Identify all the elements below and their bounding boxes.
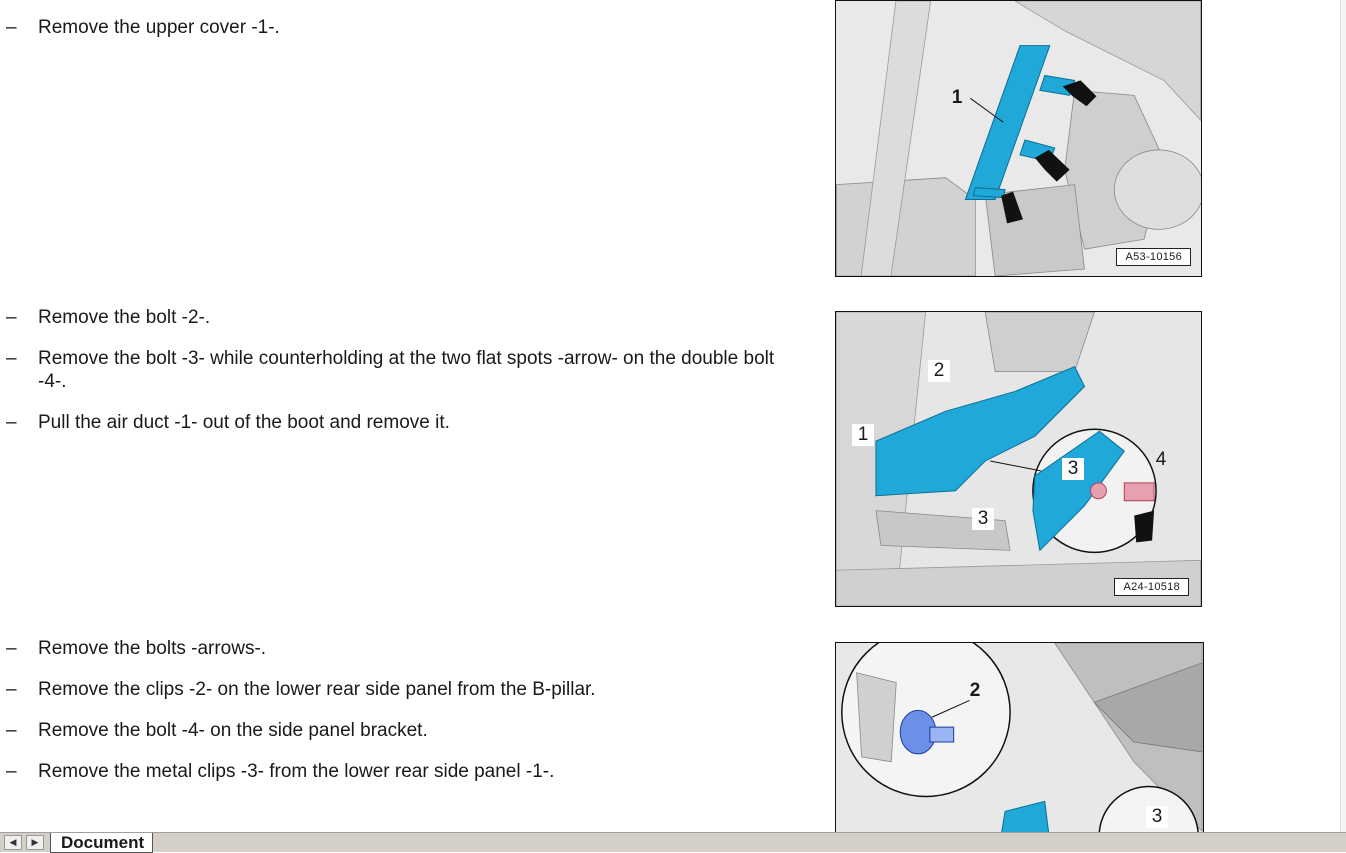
figure-side-panel (835, 642, 1204, 832)
bullet-dash: – (6, 307, 17, 328)
bullet-dash: – (6, 761, 17, 782)
instruction-step: – Remove the upper cover -1-. (6, 17, 280, 38)
figure-code: A53-10156 (1116, 248, 1191, 266)
instruction-step: – Remove the metal clips -3- from the lower rear side panel -1-. (6, 761, 555, 782)
illustration-upper-cover (836, 1, 1201, 276)
bullet-dash: – (6, 412, 17, 433)
callout-label: 3 (1146, 806, 1168, 828)
bullet-dash: – (6, 638, 17, 659)
callout-label: 2 (969, 680, 981, 701)
instruction-step: – Remove the bolt -2-. (6, 307, 211, 328)
callout-label: 2 (928, 360, 950, 382)
bullet-dash: – (6, 720, 17, 741)
figure-upper-cover (835, 0, 1202, 277)
figure-code: A24-10518 (1114, 578, 1189, 596)
illustration-air-duct (836, 312, 1201, 606)
callout-label: 1 (852, 424, 874, 446)
tab-document[interactable]: Document (50, 833, 153, 853)
sheet-tab-bar (0, 832, 1346, 852)
instruction-list-2 (0, 306, 800, 452)
bullet-dash: – (6, 348, 17, 369)
instruction-step: – Remove the clips -2- on the lower rear side panel from the B-pillar. (6, 679, 596, 700)
instruction-list-3 (0, 637, 800, 801)
callout-label: 4 (1155, 449, 1167, 470)
instruction-step: – Remove the bolt -3- while counterholding at the two flat spots -arrow- on the double bolt -4-. (6, 348, 775, 392)
callout-label: 3 (1062, 458, 1084, 480)
callout-label: 1 (951, 87, 963, 108)
illustration-side-panel (836, 643, 1203, 832)
tab-scroll-left-button[interactable]: ◀ (4, 835, 22, 850)
instruction-step: – Pull the air duct -1- out of the boot and remove it. (6, 412, 450, 433)
tab-scroll-right-button[interactable]: ▶ (26, 835, 44, 850)
instruction-step: – Remove the bolts -arrows-. (6, 638, 267, 659)
bullet-dash: – (6, 679, 17, 700)
vertical-scrollbar[interactable] (1340, 0, 1346, 832)
instruction-step: – Remove the bolt -4- on the side panel bracket. (6, 720, 428, 741)
bullet-dash: – (6, 17, 17, 38)
callout-label: 3 (972, 508, 994, 530)
figure-air-duct (835, 311, 1202, 607)
instruction-list-1 (0, 16, 800, 57)
